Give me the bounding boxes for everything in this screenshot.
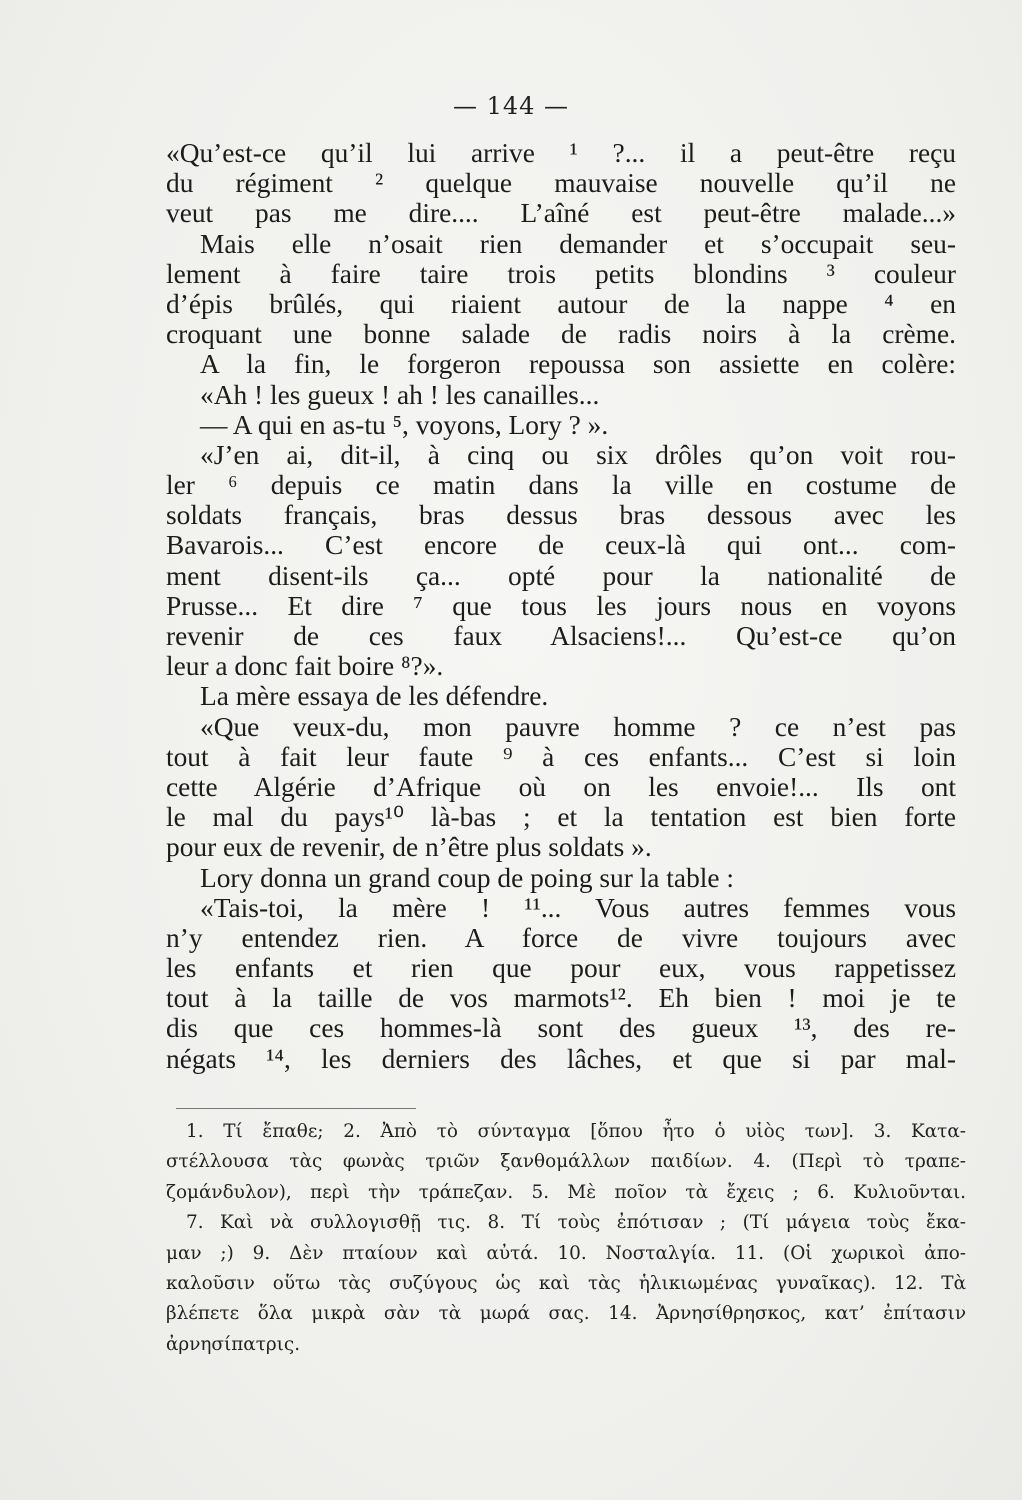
text-line: d’épis brûlés, qui riaient autour de la nappe ⁴ en — [166, 288, 956, 319]
text-line: Bavarois... C’est encore de ceux-là qui ont... com- — [166, 530, 956, 561]
footnotes — [166, 1117, 966, 1360]
text-line: revenir de ces faux Alsaciens!... Qu’est-ce qu’on — [166, 621, 956, 651]
text-line: lement à faire taire trois petits blondins ³ couleur — [166, 258, 956, 289]
footnote-line: 7. Καὶ νὰ συλλογισθῇ τις. 8. Τί τοὺς ἐπότισαν ; (Τί μάγεια τοὺς ἔκα- — [186, 1212, 966, 1234]
text-line: Prusse... Et dire ⁷ que tous les jours nous en voyons — [166, 590, 956, 621]
footnote-line: ἀρνησίπατρις. — [166, 1333, 301, 1355]
text-line: soldats français, bras dessus bras dessous avec les — [166, 500, 956, 531]
footnote-line: βλέπετε ὅλα μικρὰ σὰν τὰ μωρά σας. 14. Ἀρνησίθρησκος, κατ’ ἐπίτασιν — [166, 1303, 966, 1325]
footnote-line: στέλλουσα τὰς φωνὰς τριῶν ξανθομάλλων παιδίων. 4. (Περὶ τὸ τραπε- — [166, 1151, 966, 1173]
text-line: A la fin, le forgeron repoussa son assiette en colère: — [200, 349, 956, 380]
footnote-separator — [176, 1108, 416, 1109]
text-line: veut pas me dire.... L’aîné est peut-être malade...» — [166, 198, 956, 229]
text-line: tout à la taille de vos marmots¹². Eh bien ! moi je te — [166, 983, 956, 1014]
footnote-line: ζομάνδυλον), περὶ τὴν τράπεζαν. 5. Μὲ ποῖον τὰ ἔχεις ; 6. Κυλιοῦνται. — [166, 1181, 966, 1203]
text-line: dis que ces hommes-là sont des gueux ¹³, des re- — [166, 1013, 956, 1044]
text-line: «Qu’est-ce qu’il lui arrive ¹ ?... il a peut-être reçu — [166, 138, 956, 168]
text-line: Mais elle n’osait rien demander et s’occupait seu- — [200, 228, 956, 259]
text-line: La mère essaya de les défendre. — [200, 681, 549, 712]
text-line: Lory donna un grand coup de poing sur la table : — [200, 862, 734, 893]
text-line: les enfants et rien que pour eux, vous rappetissez — [166, 953, 956, 984]
text-line: «Tais-toi, la mère ! ¹¹... Vous autres femmes vous — [200, 892, 956, 923]
text-line: — A qui en as-tu ⁵, voyons, Lory ? ». — [200, 409, 609, 440]
footnote-line: καλοῦσιν οὕτω τὰς συζύγους ὡς καὶ τὰς ἡλικιωμένας γυναῖκας). 12. Τὰ — [166, 1272, 966, 1294]
text-line: pour eux de revenir, de n’être plus soldats ». — [166, 832, 652, 863]
text-line: cette Algérie d’Afrique où on les envoie!... Ils ont — [166, 771, 956, 802]
text-line: tout à fait leur faute ⁹ à ces enfants... C’est si loin — [166, 741, 956, 772]
text-line: du régiment ² quelque mauvaise nouvelle qu’il ne — [166, 168, 956, 199]
text-line: ment disent-ils ça... opté pour la nationalité de — [166, 560, 956, 591]
text-line: croquant une bonne salade de radis noirs à la crème. — [166, 319, 956, 350]
text-line: n’y entendez rien. A force de vivre toujours avec — [166, 922, 956, 953]
footnote-line: μαν ;) 9. Δὲν πταίουν καὶ αὐτά. 10. Νοσταλγία. 11. (Οἱ χωρικοὶ ἀπο- — [166, 1242, 966, 1264]
text-line: négats ¹⁴, les derniers des lâches, et que si par mal- — [166, 1043, 956, 1074]
text-line: ler ⁶ depuis ce matin dans la ville en costume de — [166, 470, 956, 501]
page-number: — 144 — — [452, 92, 570, 120]
main-text — [166, 138, 956, 1074]
text-line: «J’en ai, dit-il, à cinq ou six drôles qu’on voit rou- — [200, 439, 956, 470]
footnote-line: 1. Τί ἔπαθε; 2. Ἀπὸ τὸ σύνταγμα [ὅπου ἦτο ὁ υἱὸς των]. 3. Κατα- — [186, 1121, 966, 1142]
text-line: le mal du pays¹⁰ là-bas ; et la tentation est bien forte — [166, 802, 956, 833]
text-line: «Que veux-du, mon pauvre homme ? ce n’est pas — [200, 711, 956, 742]
text-line: «Ah ! les gueux ! ah ! les canailles... — [200, 379, 600, 410]
text-line: leur a donc fait boire ⁸?». — [166, 651, 444, 682]
